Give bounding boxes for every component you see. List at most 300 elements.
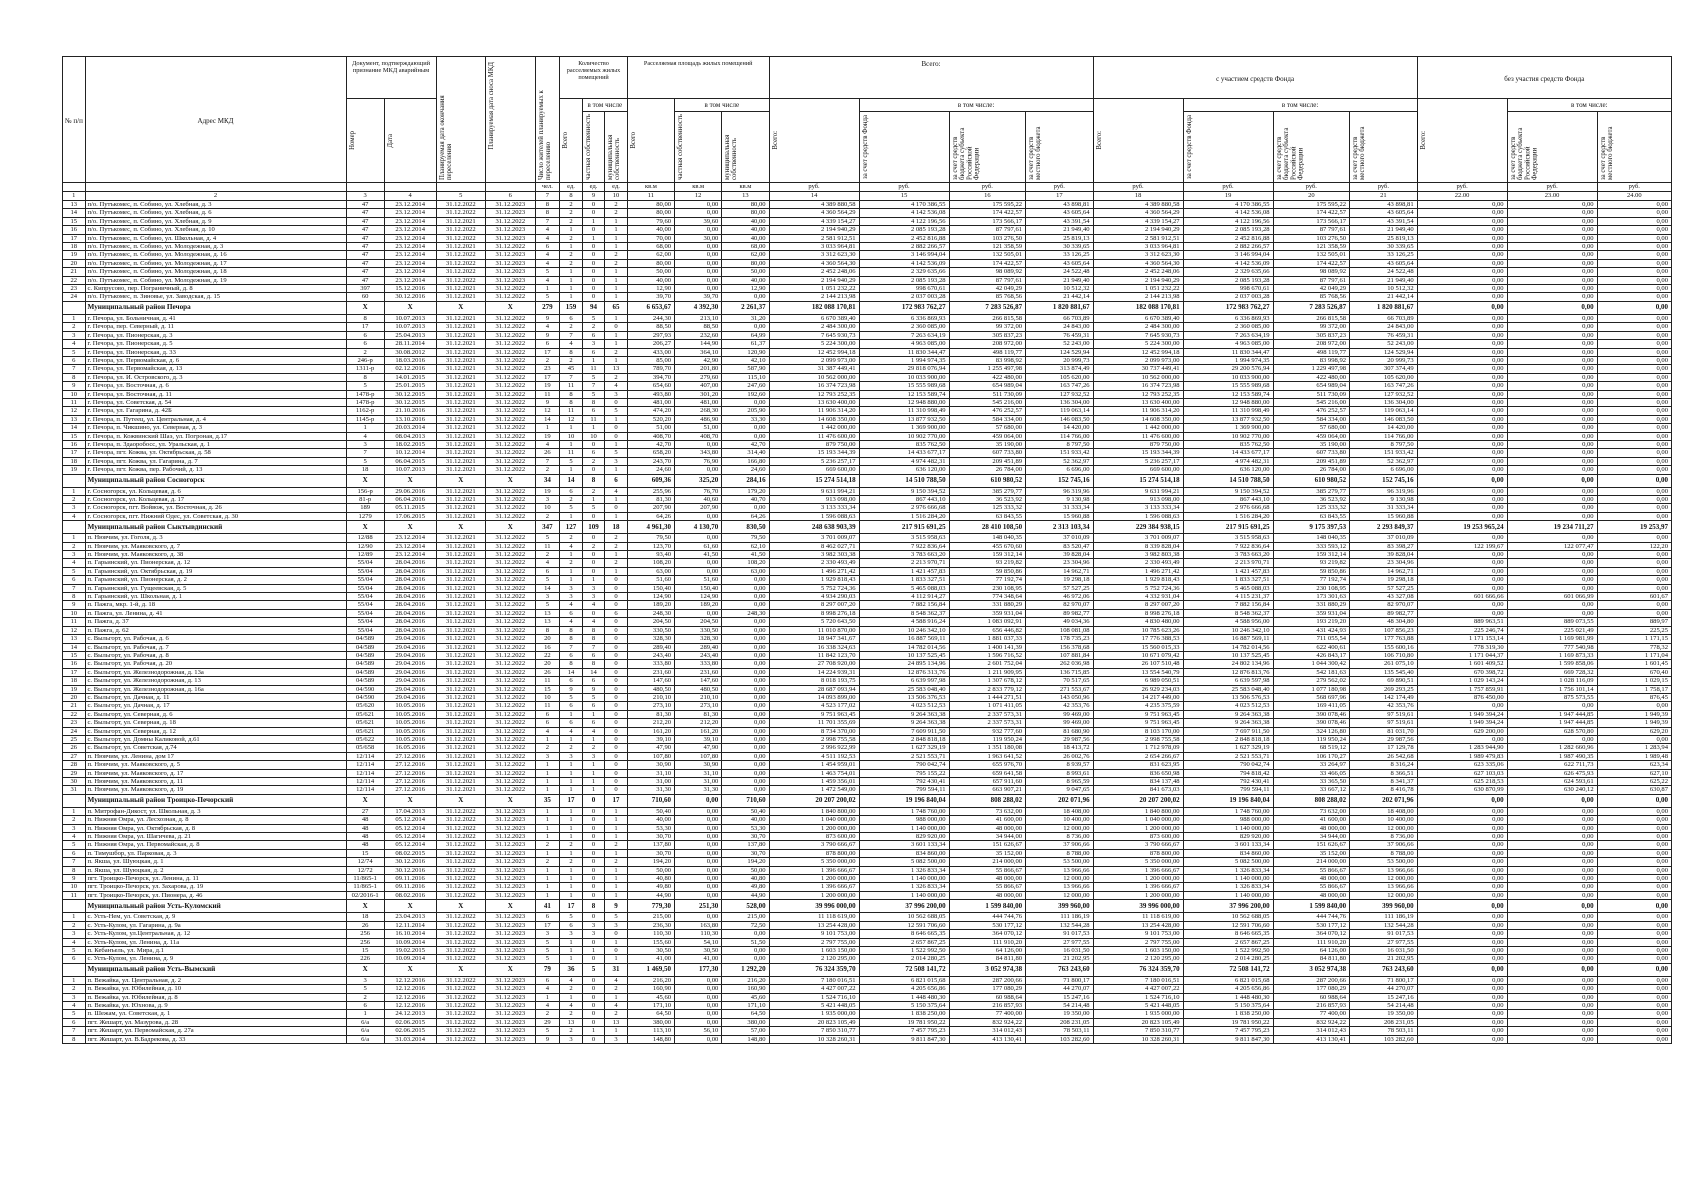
value-cell: 0 — [605, 693, 628, 701]
amount-cell: 89 982,77 — [1350, 609, 1418, 617]
value-cell: 10 — [582, 432, 605, 440]
amount-cell: 84 811,80 — [1273, 955, 1350, 963]
table-row — [63, 930, 1672, 938]
amount-cell: 243,70 — [627, 457, 674, 465]
value-cell: 81-р — [346, 496, 384, 504]
amount-cell: 623 335,06 — [1417, 761, 1507, 769]
value-cell: 5 — [605, 913, 628, 921]
value-cell: 1 — [346, 424, 384, 432]
amount-cell: 889 073,55 — [1507, 618, 1597, 626]
amount-cell: 0,00 — [1417, 866, 1507, 874]
amount-cell: 10 400,00 — [1350, 816, 1418, 824]
amount-cell: 42 049,29 — [1273, 285, 1350, 293]
value-cell: 1 — [560, 440, 583, 448]
value-cell: 31.12.2022 — [436, 259, 486, 267]
amount-cell: 15 193 344,39 — [769, 449, 859, 457]
amount-cell: 1 169 981,99 — [1507, 635, 1597, 643]
table-row — [63, 744, 1672, 752]
value-cell: 5 — [535, 293, 560, 301]
amount-cell: 55 866,67 — [949, 866, 1026, 874]
amount-cell: 43 605,64 — [1350, 259, 1418, 267]
amount-cell: 829 920,00 — [1183, 833, 1273, 841]
value-cell: 31.12.2022 — [486, 693, 536, 701]
value-cell: 17 — [535, 373, 560, 381]
amount-cell: 172 983 762,27 — [859, 301, 949, 314]
table-row — [63, 285, 1672, 293]
value-cell: 3 — [582, 752, 605, 760]
amount-cell: 177,30 — [675, 963, 722, 976]
value-cell: 17 — [605, 794, 628, 807]
value-cell: 31.12.2021 — [436, 643, 486, 651]
amount-cell: 13 254 428,00 — [1093, 921, 1183, 929]
amount-cell: 1 171 153,14 — [1417, 635, 1507, 643]
value-cell: 15 — [535, 685, 560, 693]
amount-cell: 0,00 — [1597, 824, 1671, 832]
colnum-cell: 16 — [949, 192, 1026, 201]
amount-cell: 225 246,74 — [1417, 626, 1507, 634]
amount-cell: 0,00 — [1417, 449, 1507, 457]
row-number: 1 — [63, 976, 86, 984]
amount-cell: 1 283 944,90 — [1417, 744, 1507, 752]
value-cell: 31.12.2022 — [436, 841, 486, 849]
value-cell: 31.12.2022 — [436, 985, 486, 993]
colnum-cell: 7 — [535, 192, 560, 201]
amount-cell: 0,00 — [722, 660, 769, 668]
col-cost-group-header: Всего: — [769, 57, 1093, 99]
amount-cell: 1 949 394,24 — [1417, 719, 1507, 727]
amount-cell: 15 274 514,18 — [769, 474, 859, 487]
amount-cell: 171,10 — [722, 1001, 769, 1009]
amount-cell: 0,00 — [1597, 1001, 1671, 1009]
amount-cell: 8 018 193,75 — [769, 677, 859, 685]
amount-cell: 205,90 — [722, 407, 769, 415]
amount-cell: 31 387 449,41 — [769, 365, 859, 373]
amount-cell: 2 337 573,31 — [949, 719, 1026, 727]
amount-cell: 1 987 490,35 — [1507, 752, 1597, 760]
amount-cell: 628 570,80 — [1507, 727, 1597, 735]
table-row — [63, 849, 1672, 857]
amount-cell: 4 523 177,02 — [769, 702, 859, 710]
amount-cell: 0,00 — [1507, 946, 1597, 954]
amount-cell: 1 748 760,00 — [859, 807, 949, 815]
amount-cell: 0,00 — [1507, 390, 1597, 398]
value-cell: 156-р — [346, 487, 384, 495]
value-cell: 7 — [346, 449, 384, 457]
table-row — [63, 938, 1672, 946]
value-cell: 0 — [582, 209, 605, 217]
table-row — [63, 719, 1672, 727]
value-cell: 31.12.2023 — [486, 234, 536, 242]
amount-cell: 623,34 — [1597, 761, 1671, 769]
amount-cell: 12 000,00 — [1350, 891, 1418, 899]
amount-cell: 4 360 564,29 — [769, 209, 859, 217]
value-cell: 246-р — [346, 356, 384, 364]
amount-cell: 0,00 — [1417, 348, 1507, 356]
value-cell: 79 — [535, 963, 560, 976]
amount-cell: 10 512,32 — [1026, 285, 1094, 293]
col-residents-header — [535, 57, 560, 183]
table-header — [63, 57, 1672, 201]
amount-cell: 2 213 970,71 — [859, 559, 949, 567]
amount-cell: 151 626,67 — [1273, 841, 1350, 849]
value-cell: 31.12.2021 — [436, 609, 486, 617]
amount-cell: 835 762,50 — [1183, 440, 1273, 448]
table-row — [63, 985, 1672, 993]
amount-cell: 630 870,99 — [1417, 786, 1507, 794]
amount-cell: 80,00 — [627, 259, 674, 267]
value-cell: 11 — [535, 702, 560, 710]
value-cell: 31.12.2022 — [436, 866, 486, 874]
amount-cell: 36 523,92 — [1273, 496, 1350, 504]
amount-cell: 62,00 — [722, 251, 769, 259]
col-without-fund-total-header — [1417, 99, 1507, 183]
value-cell: 02/2016-1 — [346, 891, 384, 899]
amount-cell: 61,60 — [675, 542, 722, 550]
table-row — [63, 457, 1672, 465]
amount-cell: 206,27 — [627, 340, 674, 348]
amount-cell: 148,80 — [722, 1035, 769, 1043]
amount-cell: 0,00 — [1507, 201, 1597, 209]
unit-cell: руб. — [1273, 183, 1350, 192]
value-cell: 31.12.2021 — [436, 719, 486, 727]
value-cell: 0 — [605, 744, 628, 752]
amount-cell: 8 993,61 — [1026, 769, 1094, 777]
amount-cell: 64,26 — [722, 512, 769, 520]
row-number: 23 — [63, 719, 86, 727]
amount-cell: 0,00 — [1417, 576, 1507, 584]
address-cell: г. Печора, ул. Восточная, д. 11 — [85, 390, 346, 398]
amount-cell: 51,00 — [627, 424, 674, 432]
amount-cell: 1 603 150,00 — [769, 946, 859, 954]
amount-cell: 30,50 — [675, 946, 722, 954]
amount-cell: 107,80 — [627, 752, 674, 760]
amount-cell: 30,70 — [722, 849, 769, 857]
value-cell: 2 — [605, 373, 628, 381]
value-cell: 18 — [346, 913, 384, 921]
address-cell: п. Пажга, мкр. 1-й, д. 18 — [85, 601, 346, 609]
amount-cell: 0,00 — [1417, 314, 1507, 322]
value-cell: 31.12.2022 — [436, 930, 486, 938]
amount-cell: 0,00 — [1597, 1027, 1671, 1035]
amount-cell: 81,30 — [627, 710, 674, 718]
value-cell: 31.12.2022 — [486, 685, 536, 693]
amount-cell: 2 120 295,00 — [769, 955, 859, 963]
amount-cell: 2 337 573,31 — [949, 710, 1026, 718]
value-cell: 9 — [605, 900, 628, 913]
table-row — [63, 1027, 1672, 1035]
amount-cell: 243,40 — [675, 651, 722, 659]
amount-cell: 669 600,00 — [1093, 466, 1183, 474]
value-cell: 1311-р — [346, 365, 384, 373]
amount-cell: 0,00 — [675, 1001, 722, 1009]
value-cell: 4 — [535, 234, 560, 242]
address-cell: п/о. Путъкомес, п. Собино, ул. Молодежная, д. 19 — [85, 276, 346, 284]
amount-cell: 11 310 998,49 — [859, 407, 949, 415]
amount-cell: 657 911,60 — [949, 778, 1026, 786]
amount-cell: 0,00 — [1507, 891, 1597, 899]
value-cell: 0 — [605, 677, 628, 685]
row-number: 4 — [63, 833, 86, 841]
table-row — [63, 331, 1672, 339]
value-cell: 26 — [535, 668, 560, 676]
value-cell: 31.12.2022 — [436, 921, 486, 929]
amount-cell: 50,00 — [627, 866, 674, 874]
amount-cell: 0,00 — [1597, 1018, 1671, 1026]
value-cell: 31.12.2022 — [486, 424, 536, 432]
amount-cell: 1 029 143,24 — [1417, 677, 1507, 685]
amount-cell: 0,00 — [675, 534, 722, 542]
amount-cell: 125 333,32 — [1273, 504, 1350, 512]
amount-cell: 0,00 — [1597, 466, 1671, 474]
value-cell: 2 — [605, 209, 628, 217]
amount-cell: 4 963 085,00 — [1183, 340, 1273, 348]
value-cell: 6/a — [346, 1035, 384, 1043]
amount-cell: 2 085 193,28 — [859, 226, 949, 234]
amount-cell: 151 933,42 — [1026, 449, 1094, 457]
amount-cell: 1 077 180,98 — [1273, 685, 1350, 693]
value-cell: 31.12.2023 — [486, 913, 536, 921]
value-cell: 12/114 — [346, 786, 384, 794]
amount-cell: 48 000,00 — [949, 824, 1026, 832]
amount-cell: 231,60 — [675, 668, 722, 676]
value-cell: 31.12.2022 — [436, 955, 486, 963]
value-cell: 10 — [535, 504, 560, 512]
amount-cell: 0,00 — [1507, 243, 1597, 251]
amount-cell: 24 522,48 — [1026, 268, 1094, 276]
amount-cell: 208 231,05 — [1026, 1018, 1094, 1026]
amount-cell: 44 270,07 — [1026, 985, 1094, 993]
address-cell: п/о. Путъкомес, п. Собино, ул. Молодежная, д. 16 — [85, 251, 346, 259]
amount-cell: 0,00 — [1597, 875, 1671, 883]
amount-cell: 0,00 — [722, 424, 769, 432]
value-cell: 6 — [560, 487, 583, 495]
address-cell: п. Гарьинский, ул. Гущеевская, д. 5 — [85, 584, 346, 592]
amount-cell: 0,00 — [1417, 209, 1507, 217]
value-cell: 31.12.2021 — [436, 243, 486, 251]
amount-cell: 584 334,00 — [949, 415, 1026, 423]
cost-local-header — [1026, 112, 1094, 183]
table-row — [63, 635, 1672, 643]
amount-cell: 0,00 — [1507, 234, 1597, 242]
value-cell: 31.12.2021 — [436, 593, 486, 601]
value-cell: 7 — [560, 373, 583, 381]
amount-cell: 408,70 — [627, 432, 674, 440]
table-row — [63, 576, 1672, 584]
row-number: 5 — [63, 348, 86, 356]
value-cell: 29.04.2016 — [384, 643, 436, 651]
value-cell: 1 — [582, 234, 605, 242]
cost-fund-label: за счет средств Фонда — [861, 115, 869, 179]
value-cell: 31.03.2014 — [384, 1035, 436, 1043]
amount-cell: 1 044 300,42 — [1273, 660, 1350, 668]
value-cell: 23.12.2014 — [384, 226, 436, 234]
amount-cell: 132 544,28 — [1026, 921, 1094, 929]
value-cell: 6 — [535, 340, 560, 348]
amount-cell: 14 962,71 — [1350, 567, 1418, 575]
amount-cell: 63,00 — [722, 567, 769, 575]
amount-cell: 0,00 — [1597, 217, 1671, 225]
amount-cell: 77 400,00 — [1273, 1010, 1350, 1018]
amount-cell: 2 833 779,12 — [949, 685, 1026, 693]
value-cell: 0 — [605, 660, 628, 668]
table-row — [63, 761, 1672, 769]
amount-cell: 21 202,95 — [1350, 955, 1418, 963]
value-cell: 0 — [582, 559, 605, 567]
amount-cell: 305 837,23 — [1273, 331, 1350, 339]
amount-cell: 8 416,78 — [1350, 786, 1418, 794]
amount-cell: 7 882 156,84 — [1183, 601, 1273, 609]
value-cell: X — [384, 794, 436, 807]
amount-cell: 889,97 — [1597, 618, 1671, 626]
amount-cell: 0,00 — [675, 209, 722, 217]
value-cell: 28.04.2016 — [384, 584, 436, 592]
amount-cell: 2 329 635,66 — [1183, 268, 1273, 276]
amount-cell: 0,00 — [722, 693, 769, 701]
value-cell: 4 — [560, 1001, 583, 1009]
value-cell: 1 — [535, 875, 560, 883]
amount-cell: 35 152,00 — [1273, 849, 1350, 857]
value-cell: 5 — [346, 985, 384, 993]
unit-cell: руб. — [949, 183, 1026, 192]
amount-cell: 27 977,55 — [1350, 938, 1418, 946]
amount-cell: 314,40 — [722, 449, 769, 457]
amount-cell: 3 133 333,34 — [769, 504, 859, 512]
value-cell: 31.12.2021 — [436, 331, 486, 339]
colnum-cell: 20 — [1273, 192, 1350, 201]
value-cell: X — [346, 794, 384, 807]
value-cell: 0 — [582, 1010, 605, 1018]
value-cell: 256 — [346, 938, 384, 946]
amount-cell: 808 288,02 — [949, 794, 1026, 807]
amount-cell: 144,90 — [675, 340, 722, 348]
with-fund-incl-header: в том числе: — [1183, 99, 1417, 112]
address-cell: г. Печора, ул. Гагарина, д. 42Б — [85, 407, 346, 415]
amount-cell: 0,00 — [1417, 849, 1507, 857]
value-cell: 2 — [605, 251, 628, 259]
amount-cell: 0,00 — [1417, 1027, 1507, 1035]
value-cell: 0 — [582, 1035, 605, 1043]
value-cell: 1 — [605, 816, 628, 824]
amount-cell: 97 519,61 — [1350, 719, 1418, 727]
amount-cell: 16 338 324,63 — [769, 643, 859, 651]
amount-cell: 11 010 870,00 — [769, 626, 859, 634]
amount-cell: 11 118 619,00 — [769, 913, 859, 921]
unit-cell: руб. — [1183, 183, 1273, 192]
value-cell: 8 — [346, 373, 384, 381]
row-number: 8 — [63, 373, 86, 381]
value-cell: 31.12.2023 — [486, 251, 536, 259]
value-cell: 45 — [560, 365, 583, 373]
value-cell: 31.12.2021 — [436, 390, 486, 398]
value-cell: 4 — [560, 727, 583, 735]
amount-cell: 2 014 280,25 — [1183, 955, 1273, 963]
amount-cell: 7 645 930,73 — [1093, 331, 1183, 339]
value-cell: 31.12.2022 — [486, 314, 536, 322]
row-number: 6 — [63, 576, 86, 584]
row-number: 6 — [63, 1018, 86, 1026]
value-cell: 10 — [560, 432, 583, 440]
amount-cell: 1 211 909,95 — [949, 668, 1026, 676]
amount-cell: 194,20 — [722, 858, 769, 866]
amount-cell: 7 457 795,23 — [859, 1027, 949, 1035]
amount-cell: 0,00 — [1597, 601, 1671, 609]
amount-cell: 15 247,16 — [1350, 993, 1418, 1001]
amount-cell: 7 180 016,51 — [769, 976, 859, 984]
amount-cell: 48 000,00 — [1273, 875, 1350, 883]
amount-cell: 830,50 — [722, 521, 769, 534]
amount-cell: 111 910,20 — [949, 938, 1026, 946]
amount-cell: 0,00 — [722, 769, 769, 777]
value-cell: 31.12.2022 — [486, 702, 536, 710]
district-total-row — [63, 521, 1672, 534]
amount-cell: 99 372,00 — [1273, 323, 1350, 331]
amount-cell: 40,70 — [722, 496, 769, 504]
amount-cell: 670 398,72 — [1417, 668, 1507, 676]
amount-cell: 119 950,24 — [949, 735, 1026, 743]
amount-cell: 14 510 788,50 — [859, 474, 949, 487]
value-cell: 8 — [582, 635, 605, 643]
amount-cell: 2 261,37 — [722, 301, 769, 314]
amount-cell: 50,40 — [627, 807, 674, 815]
value-cell: 47 — [346, 217, 384, 225]
value-cell: 0 — [605, 626, 628, 634]
amount-cell: 15 274 514,18 — [1093, 474, 1183, 487]
value-cell: 2 — [582, 542, 605, 550]
colnum-cell: 2 — [85, 192, 346, 201]
amount-cell: 834 860,00 — [1183, 849, 1273, 857]
amount-cell: 1 524 716,10 — [1093, 993, 1183, 1001]
col-dwellings-total-header — [560, 99, 583, 183]
row-number: 17 — [63, 668, 86, 676]
amount-cell: 8 734 370,00 — [769, 727, 859, 735]
amount-cell: 66 703,89 — [1350, 314, 1418, 322]
value-cell: 31.12.2023 — [486, 866, 536, 874]
amount-cell: 444 744,76 — [1273, 913, 1350, 921]
unit-cell: руб. — [1026, 183, 1094, 192]
value-cell: 55/04 — [346, 559, 384, 567]
amount-cell: 12,90 — [722, 285, 769, 293]
value-cell: 2 — [582, 487, 605, 495]
amount-cell: 16 031,50 — [1026, 946, 1094, 954]
value-cell: 1 — [582, 710, 605, 718]
value-cell: 1 — [605, 217, 628, 225]
amount-cell: 2 099 973,00 — [1093, 356, 1183, 364]
amount-cell: 670,40 — [1597, 668, 1671, 676]
amount-cell: 87 797,61 — [949, 276, 1026, 284]
amount-cell: 9 751 963,45 — [769, 710, 859, 718]
value-cell: 31.12.2021 — [436, 778, 486, 786]
value-cell: 04/589 — [346, 660, 384, 668]
value-cell: 31.12.2021 — [436, 693, 486, 701]
value-cell: 5 — [346, 457, 384, 465]
colnum-cell: 24.00 — [1597, 192, 1671, 201]
amount-cell: 2 452 248,06 — [769, 268, 859, 276]
value-cell: X — [346, 521, 384, 534]
amount-cell: 230 108,95 — [949, 584, 1026, 592]
value-cell: 2 — [560, 356, 583, 364]
amount-cell: 655 976,70 — [949, 761, 1026, 769]
amount-cell: 1 396 666,67 — [1093, 883, 1183, 891]
amount-cell: 31,30 — [627, 786, 674, 794]
amount-cell: 0,00 — [1507, 415, 1597, 423]
value-cell: 1 — [535, 883, 560, 891]
value-cell: 29.04.2016 — [384, 677, 436, 685]
value-cell: 5 — [535, 534, 560, 542]
amount-cell: 0,00 — [1507, 398, 1597, 406]
value-cell: 28.04.2016 — [384, 567, 436, 575]
value-cell: 12 — [535, 407, 560, 415]
row-number — [63, 794, 86, 807]
